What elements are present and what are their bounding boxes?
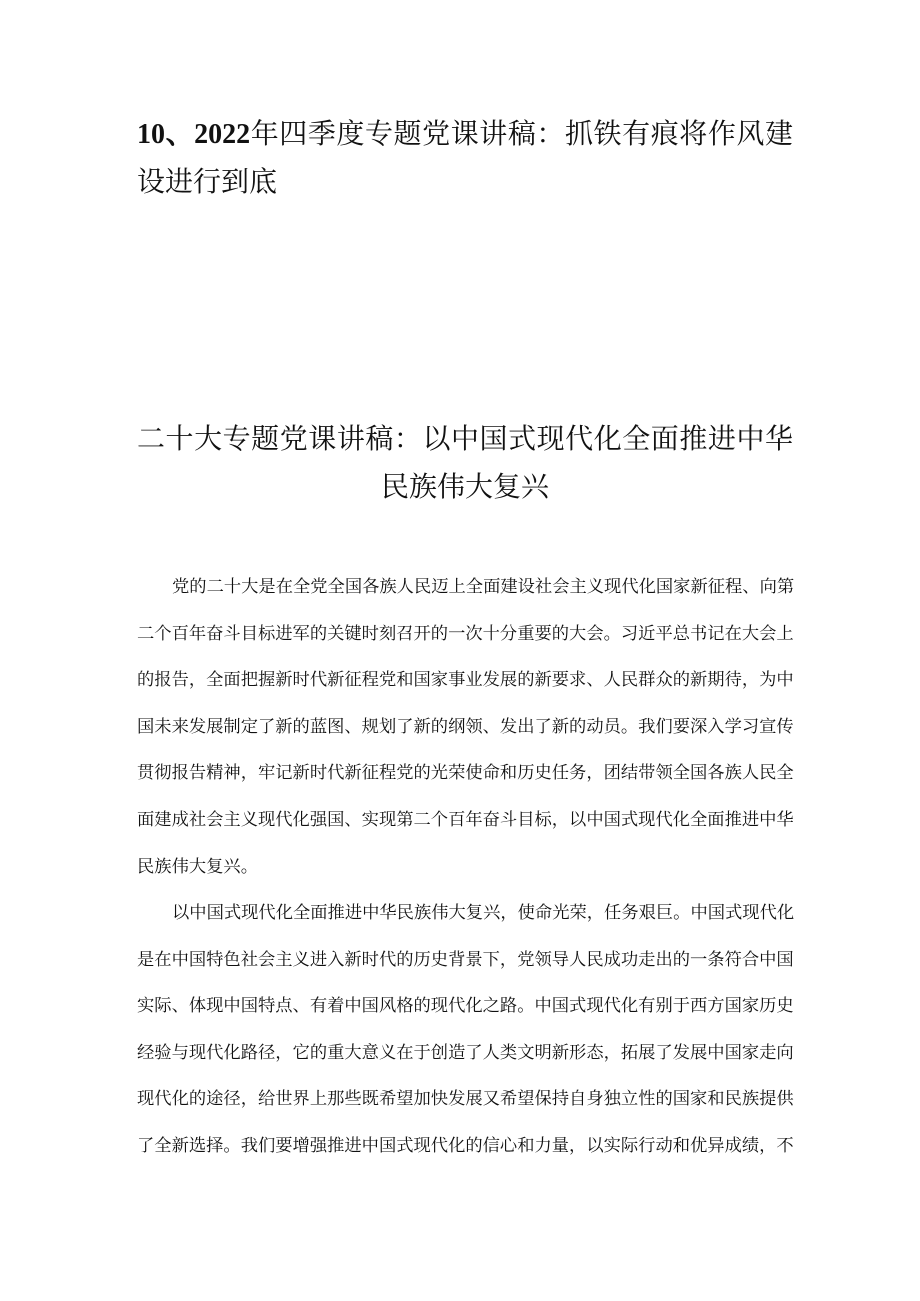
paragraph-line: 党的二十大是在全党全国各族人民迈上全面建设社会主义现代化国家新征程、向第 xyxy=(172,577,795,596)
paragraph-line: 经验与现代化路径，它的重大意义在于创造了人类文明新形态，拓展了发展中国家走向 xyxy=(137,1042,794,1062)
section-title xyxy=(137,416,793,512)
paragraph-line: 国未来发展制定了新的蓝图、规划了新的纲领、发出了新的动员。我们要深入学习宣传 xyxy=(137,716,794,736)
paragraph-line: 的报告，全面把握新时代新征程党和国家事业发展的新要求、人民群众的新期待，为中 xyxy=(137,670,794,690)
paragraph-line: 是在中国特色社会主义进入新时代的历史背景下，党领导人民成功走出的一条符合中国 xyxy=(137,949,794,969)
paragraph-line: 现代化的途径，给世界上那些既希望加快发展又希望保持自身独立性的国家和民族提供 xyxy=(137,1089,794,1109)
body-paragraph xyxy=(137,564,793,890)
section-title-line-1: 二十大专题党课讲稿：以中国式现代化全面推进中华 xyxy=(137,424,793,455)
section-title-line-2: 民族伟大复兴 xyxy=(380,472,549,503)
paragraph-line: 以中国式现代化全面推进中华民族伟大复兴，使命光荣，任务艰巨。中国式现代化 xyxy=(172,903,795,922)
title-number: 10、2022 xyxy=(137,119,251,150)
title-line-1 xyxy=(137,111,793,159)
paragraph-line: 面建成社会主义现代化强国、实现第二个百年奋斗目标，以中国式现代化全面推进中华 xyxy=(137,809,794,829)
paragraph-line: 民族伟大复兴。 xyxy=(137,856,258,876)
paragraph-line: 二个百年奋斗目标进军的关键时刻召开的一次十分重要的大会。习近平总书记在大会上 xyxy=(137,623,794,643)
paragraph-line: 贯彻报告精神，牢记新时代新征程党的光荣使命和历史任务，团结带领全国各族人民全 xyxy=(137,763,794,783)
body-paragraph xyxy=(137,890,793,1170)
title-text: 年四季度专题党课讲稿：抓铁有痕将作风建 xyxy=(250,119,793,150)
title-line-2: 设进行到底 xyxy=(137,167,278,198)
paragraph-line: 实际、体现中国特点、有着中国风格的现代化之路。中国式现代化有别于西方国家历史 xyxy=(137,996,794,1016)
document-title xyxy=(137,111,793,207)
paragraph-line: 了全新选择。我们要增强推进中国式现代化的信心和力量，以实际行动和优异成绩，不 xyxy=(137,1135,794,1155)
